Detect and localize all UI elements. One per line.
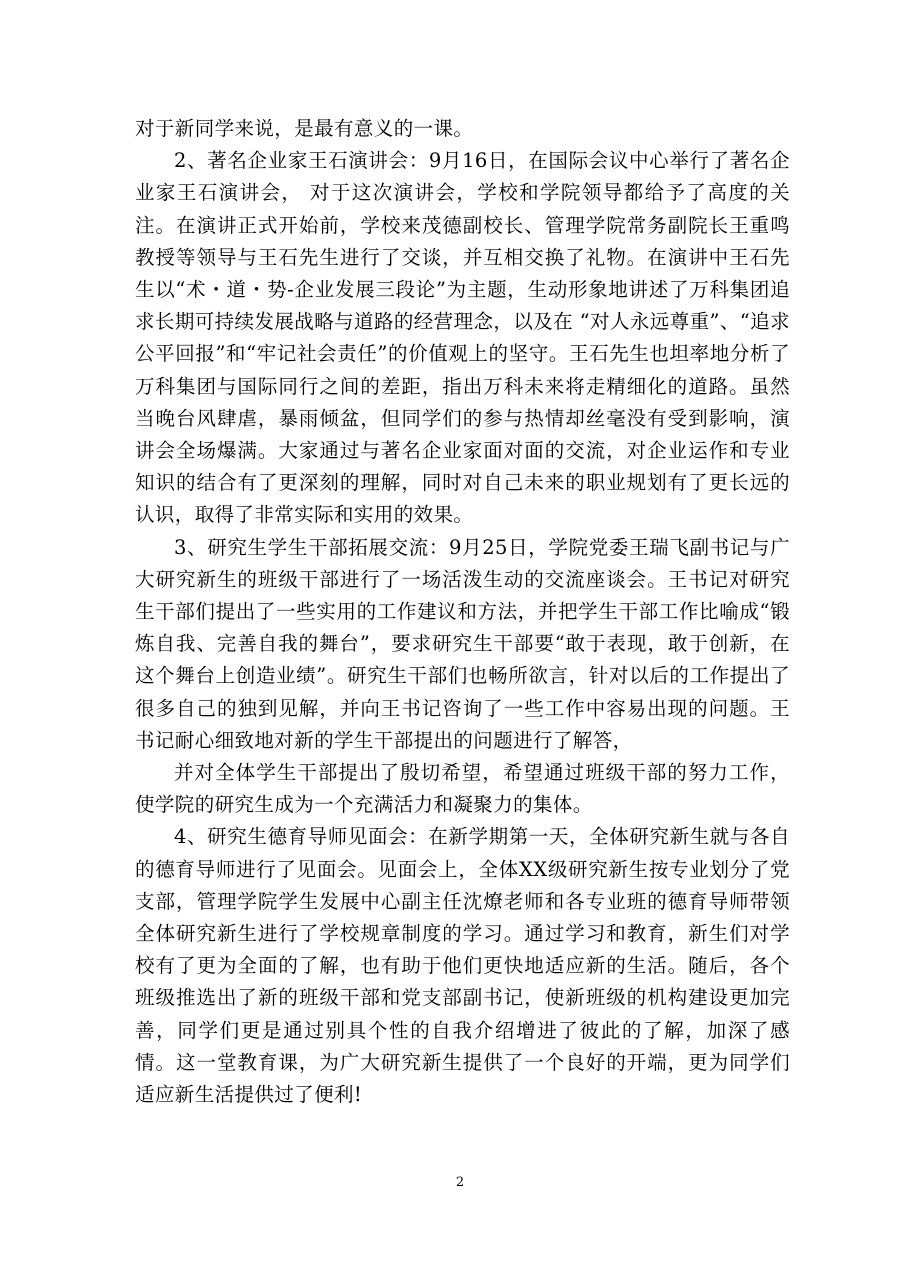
paragraph-cadre-expectations: 并对全体学生干部提出了殷切希望，希望通过班级干部的努力工作，使学院的研究生成为一个充满活力和凝聚力的集体。 <box>135 761 790 817</box>
body-text <box>135 113 790 1111</box>
page-number: 2 <box>455 1175 465 1190</box>
paragraph-wang-shi-lecture: 2、著名企业家王石演讲会：9月16日，在国际会议中心举行了著名企业家王石演讲会， 对于这次演讲会，学校和学院领导都给予了高度的关注。在演讲正式开始前，学校来茂德副校长、管理学院常务副院长王重鸣教授等领导与王石先生进行了交谈，并互相交换了礼物。在演讲中王石先生以“术・道・势-企业发展三段论”为主题，生动形象地讲述了万科集团追求长期可持续发展战略与道路的经营理念，以及在 “对人永远尊重”、“追求公平回报”和“牢记社会责任”的价值观上的坚守。王石先生也坦率地分析了万科集团与国际同行之间的差距，指出万科未来将走精细化的道路。虽然当晚台风肆虐，暴雨倾盆，但同学们的参与热情却丝毫没有受到影响，演讲会全场爆满。大家通过与著名企业家面对面的交流，对企业运作和专业知识的结合有了更深刻的理解，同时对自己未来的职业规划有了更长远的认识，取得了非常实际和实用的效果。 <box>135 149 790 527</box>
paragraph-student-cadre-exchange: 3、研究生学生干部拓展交流：9月25日，学院党委王瑞飞副书记与广大研究新生的班级干部进行了一场活泼生动的交流座谈会。王书记对研究生干部们提出了一些实用的工作建议和方法，并把学生干部工作比喻成“锻炼自我、完善自我的舞台”，要求研究生干部要“敢于表现，敢于创新，在这个舞台上创造业绩”。研究生干部们也畅所欲言，针对以后的工作提出了很多自己的独到见解，并向王书记咨询了一些工作中容易出现的问题。王书记耐心细致地对新的学生干部提出的问题进行了解答， <box>135 535 790 752</box>
paragraph-intro-continuation: 对于新同学来说，是最有意义的一课。 <box>135 117 474 140</box>
paragraph-moral-tutor-meeting: 4、研究生德育导师见面会：在新学期第一天，全体研究新生就与各自的德育导师进行了见面会。见面会上，全体XX级研究新生按专业划分了党支部，管理学院学生发展中心副主任沈燎老师和各专业班的德育导师带领全体研究新生进行了学校规章制度的学习。通过学习和教育，新生们对学校有了更为全面的了解，也有助于他们更快地适应新的生活。随后，各个班级推选出了新的班级干部和党支部副书记，使新班级的机构建设更加完善，同学们更是通过别具个性的自我介绍增进了彼此的了解，加深了感情。这一堂教育课，为广大研究新生提供了一个良好的开端，更为同学们适应新生活提供过了便利! <box>135 825 790 1107</box>
